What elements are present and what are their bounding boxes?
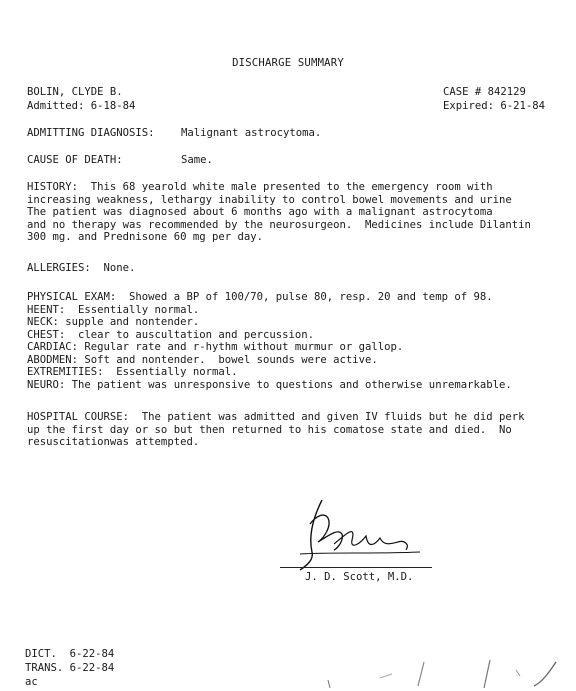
history-line: increasing weakness, lethargy inability to control bowel movements and urine bbox=[27, 193, 512, 206]
history-section bbox=[27, 181, 567, 244]
admitted-date: Admitted: 6-18-84 bbox=[27, 100, 136, 112]
exam-line: EXTREMITIES: Essentially normal. bbox=[27, 366, 238, 378]
history-line: and no therapy was recommended by the neurosurgeon. Medicines include Dilantin bbox=[27, 218, 531, 231]
exam-line: ABODMEN: Soft and nontender. bowel sounds were active. bbox=[27, 353, 378, 366]
hospital-course-section bbox=[27, 411, 567, 449]
history-line: HISTORY: This 68 yearold white male presented to the emergency room with bbox=[27, 181, 493, 193]
admitting-diagnosis-value: Malignant astrocytoma. bbox=[181, 127, 322, 139]
exam-line: CARDIAC: Regular rate and r-hythm without murmur or gallop. bbox=[27, 341, 404, 353]
exam-line: NEURO: The patient was unresponsive to questions and otherwise unremarkable. bbox=[27, 378, 512, 391]
cause-of-death-label: CAUSE OF DEATH: bbox=[27, 154, 123, 166]
allergies-line: ALLERGIES: None. bbox=[27, 262, 136, 274]
cause-of-death-value: Same. bbox=[181, 154, 213, 166]
patient-name: BOLIN, CLYDE B. bbox=[27, 86, 123, 98]
course-line: resuscitationwas attempted. bbox=[27, 436, 200, 448]
history-line: 300 mg. and Prednisone 60 mg per day. bbox=[27, 231, 263, 243]
exam-line: NECK: supple and nontender. bbox=[27, 316, 200, 328]
course-line: HOSPITAL COURSE: The patient was admitted and given IV fluids but he did perk bbox=[27, 411, 525, 423]
physical-exam-section bbox=[27, 291, 567, 391]
admitting-diagnosis-label: ADMITTING DIAGNOSIS: bbox=[27, 127, 155, 139]
history-line: The patient was diagnosed about 6 months ago with a malignant astrocytoma bbox=[27, 206, 493, 218]
physician-name: J. D. Scott, M.D. bbox=[305, 571, 414, 583]
transcriber-initials: ac bbox=[25, 676, 38, 688]
exam-line: CHEST: clear to auscultation and percussion. bbox=[27, 328, 315, 341]
transcription-date: TRANS. 6-22-84 bbox=[25, 662, 115, 674]
exam-line: HEENT: Essentially normal. bbox=[27, 303, 200, 316]
course-line: up the first day or so but then returned to his comatose state and died. No bbox=[27, 423, 512, 436]
dictation-date: DICT. 6-22-84 bbox=[25, 648, 115, 660]
faint-handwriting-marks bbox=[320, 640, 570, 690]
expired-date: Expired: 6-21-84 bbox=[443, 100, 546, 112]
handwritten-signature bbox=[294, 494, 424, 572]
signature-line bbox=[280, 567, 432, 568]
document-title: DISCHARGE SUMMARY bbox=[232, 57, 344, 69]
exam-line: PHYSICAL EXAM: Showed a BP of 100/70, pulse 80, resp. 20 and temp of 98. bbox=[27, 291, 493, 303]
case-number: CASE # 842129 bbox=[443, 86, 526, 98]
